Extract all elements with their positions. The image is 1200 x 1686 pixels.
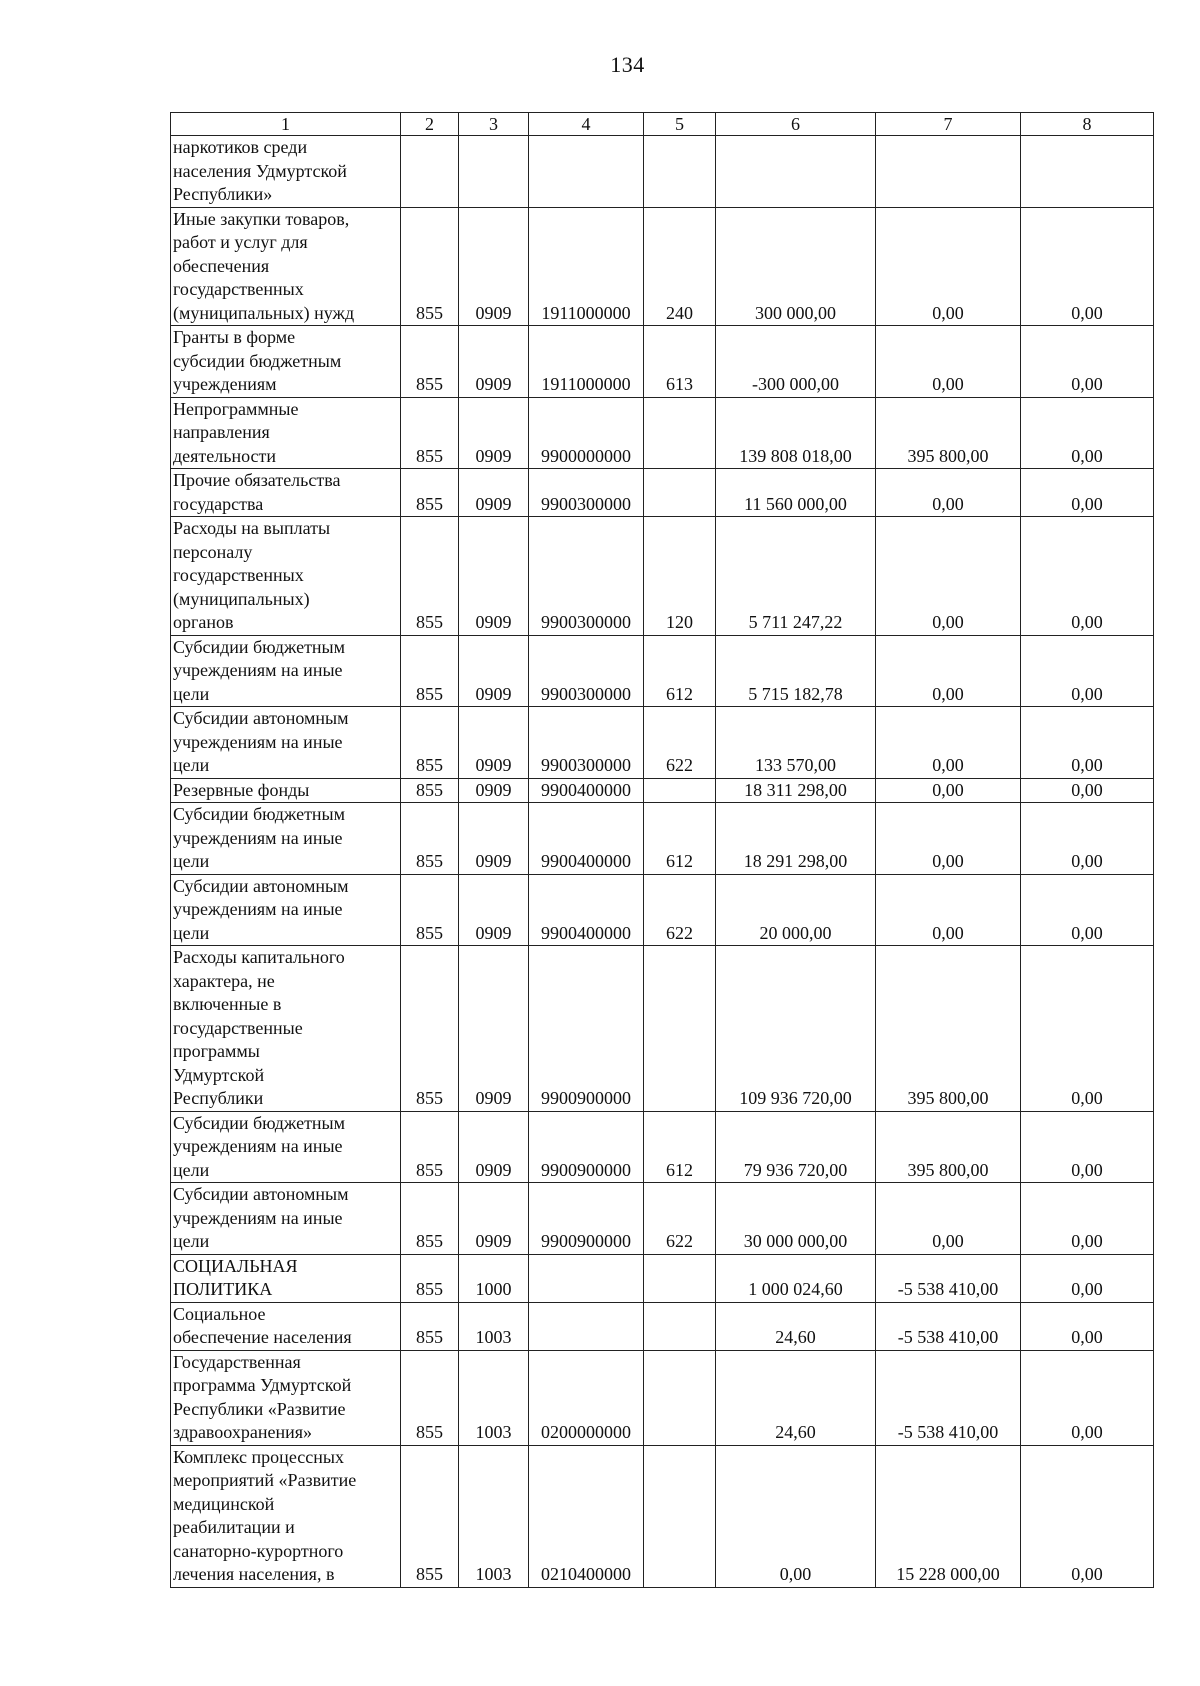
amount-col8-cell: 0,00	[1021, 1254, 1154, 1302]
amount-col8-cell: 0,00	[1021, 803, 1154, 875]
row-name-cell: Субсидии бюджетным учреждениям на иные цели	[171, 803, 401, 875]
expense-type-cell: 612	[644, 1111, 716, 1183]
section-code-cell: 0909	[459, 207, 529, 326]
amount-col6-cell: 1 000 024,60	[716, 1254, 876, 1302]
section-code-cell: 0909	[459, 1111, 529, 1183]
section-code-cell: 1003	[459, 1302, 529, 1350]
amount-col6-cell: 11 560 000,00	[716, 469, 876, 517]
target-article-cell: 9900000000	[529, 397, 644, 469]
amount-col6-cell: 20 000,00	[716, 874, 876, 946]
amount-col8-cell: 0,00	[1021, 207, 1154, 326]
amount-col7-cell: 0,00	[876, 803, 1021, 875]
amount-col8-cell: 0,00	[1021, 1445, 1154, 1587]
amount-col8-cell: 0,00	[1021, 635, 1154, 707]
expense-type-cell	[644, 1302, 716, 1350]
table-row	[171, 707, 1154, 779]
target-article-cell: 0210400000	[529, 1445, 644, 1587]
row-name-cell: Комплекс процессных мероприятий «Развитие медицинской реабилитации и санаторно-курортного лечения населения, в	[171, 1445, 401, 1587]
amount-col8-cell: 0,00	[1021, 707, 1154, 779]
amount-col7-cell: 395 800,00	[876, 946, 1021, 1112]
row-name-cell: Прочие обязательства государства	[171, 469, 401, 517]
section-code-cell: 0909	[459, 469, 529, 517]
ministry-code-cell	[401, 136, 459, 208]
amount-col8-cell: 0,00	[1021, 326, 1154, 398]
amount-col7-cell: 395 800,00	[876, 1111, 1021, 1183]
section-code-cell: 0909	[459, 1183, 529, 1255]
amount-col8-cell: 0,00	[1021, 1350, 1154, 1445]
expense-type-cell	[644, 946, 716, 1112]
target-article-cell: 0200000000	[529, 1350, 644, 1445]
table-row	[171, 207, 1154, 326]
table-row	[171, 778, 1154, 803]
row-name-cell: Резервные фонды	[171, 778, 401, 803]
amount-col7-cell: -5 538 410,00	[876, 1254, 1021, 1302]
amount-col7-cell: 15 228 000,00	[876, 1445, 1021, 1587]
ministry-code-cell: 855	[401, 1350, 459, 1445]
amount-col6-cell	[716, 136, 876, 208]
section-code-cell	[459, 136, 529, 208]
target-article-cell	[529, 136, 644, 208]
amount-col8-cell: 0,00	[1021, 1111, 1154, 1183]
ministry-code-cell: 855	[401, 874, 459, 946]
table-row	[171, 1302, 1154, 1350]
target-article-cell: 9900400000	[529, 803, 644, 875]
table-row	[171, 136, 1154, 208]
amount-col7-cell: 0,00	[876, 517, 1021, 636]
ministry-code-cell: 855	[401, 1302, 459, 1350]
row-name-cell: Субсидии автономным учреждениям на иные цели	[171, 874, 401, 946]
amount-col6-cell: 18 311 298,00	[716, 778, 876, 803]
ministry-code-cell: 855	[401, 326, 459, 398]
amount-col7-cell: 395 800,00	[876, 397, 1021, 469]
section-code-cell: 0909	[459, 803, 529, 875]
table-row	[171, 803, 1154, 875]
section-code-cell: 0909	[459, 326, 529, 398]
section-code-cell: 1000	[459, 1254, 529, 1302]
amount-col7-cell: 0,00	[876, 778, 1021, 803]
table-row	[171, 1111, 1154, 1183]
target-article-cell: 9900900000	[529, 1111, 644, 1183]
amount-col6-cell: 133 570,00	[716, 707, 876, 779]
target-article-cell: 9900900000	[529, 946, 644, 1112]
row-name-cell: Субсидии автономным учреждениям на иные цели	[171, 1183, 401, 1255]
expense-type-cell	[644, 1350, 716, 1445]
column-header: 4	[529, 113, 644, 136]
ministry-code-cell: 855	[401, 1183, 459, 1255]
ministry-code-cell: 855	[401, 517, 459, 636]
table-header-row	[171, 113, 1154, 136]
expense-type-cell: 622	[644, 707, 716, 779]
amount-col7-cell: 0,00	[876, 469, 1021, 517]
table-row	[171, 397, 1154, 469]
amount-col8-cell: 0,00	[1021, 778, 1154, 803]
target-article-cell	[529, 1302, 644, 1350]
table-row	[171, 517, 1154, 636]
amount-col7-cell: 0,00	[876, 874, 1021, 946]
column-header: 6	[716, 113, 876, 136]
amount-col6-cell: 300 000,00	[716, 207, 876, 326]
target-article-cell: 9900300000	[529, 469, 644, 517]
column-header: 1	[171, 113, 401, 136]
ministry-code-cell: 855	[401, 635, 459, 707]
table-row	[171, 326, 1154, 398]
amount-col8-cell: 0,00	[1021, 1302, 1154, 1350]
target-article-cell: 1911000000	[529, 326, 644, 398]
target-article-cell: 1911000000	[529, 207, 644, 326]
column-header: 8	[1021, 113, 1154, 136]
row-name-cell: Расходы на выплаты персоналу государственных (муниципальных) органов	[171, 517, 401, 636]
amount-col7-cell: 0,00	[876, 326, 1021, 398]
table-row	[171, 874, 1154, 946]
amount-col8-cell: 0,00	[1021, 517, 1154, 636]
amount-col8-cell: 0,00	[1021, 469, 1154, 517]
amount-col7-cell: 0,00	[876, 207, 1021, 326]
section-code-cell: 0909	[459, 874, 529, 946]
target-article-cell: 9900300000	[529, 517, 644, 636]
expense-type-cell: 240	[644, 207, 716, 326]
target-article-cell	[529, 1254, 644, 1302]
expense-type-cell: 612	[644, 803, 716, 875]
row-name-cell: Социальное обеспечение населения	[171, 1302, 401, 1350]
section-code-cell: 1003	[459, 1445, 529, 1587]
expense-type-cell	[644, 397, 716, 469]
amount-col6-cell: 5 715 182,78	[716, 635, 876, 707]
column-header: 7	[876, 113, 1021, 136]
section-code-cell: 0909	[459, 778, 529, 803]
amount-col6-cell: -300 000,00	[716, 326, 876, 398]
expense-type-cell	[644, 1254, 716, 1302]
section-code-cell: 0909	[459, 946, 529, 1112]
ministry-code-cell: 855	[401, 803, 459, 875]
row-name-cell: Субсидии бюджетным учреждениям на иные цели	[171, 635, 401, 707]
expense-type-cell: 622	[644, 1183, 716, 1255]
expense-type-cell: 613	[644, 326, 716, 398]
ministry-code-cell: 855	[401, 778, 459, 803]
amount-col8-cell: 0,00	[1021, 1183, 1154, 1255]
table-row	[171, 1183, 1154, 1255]
table-row	[171, 1254, 1154, 1302]
amount-col6-cell: 30 000 000,00	[716, 1183, 876, 1255]
target-article-cell: 9900900000	[529, 1183, 644, 1255]
column-header: 5	[644, 113, 716, 136]
ministry-code-cell: 855	[401, 1254, 459, 1302]
expense-type-cell	[644, 1445, 716, 1587]
amount-col8-cell: 0,00	[1021, 397, 1154, 469]
amount-col6-cell: 24,60	[716, 1350, 876, 1445]
row-name-cell: Иные закупки товаров, работ и услуг для обеспечения государственных (муниципальных) нужд	[171, 207, 401, 326]
target-article-cell: 9900400000	[529, 778, 644, 803]
expense-type-cell	[644, 469, 716, 517]
row-name-cell: наркотиков среди населения Удмуртской Республики»	[171, 136, 401, 208]
budget-table	[170, 112, 1154, 1588]
target-article-cell: 9900300000	[529, 635, 644, 707]
expense-type-cell	[644, 778, 716, 803]
ministry-code-cell: 855	[401, 1111, 459, 1183]
ministry-code-cell: 855	[401, 397, 459, 469]
amount-col6-cell: 18 291 298,00	[716, 803, 876, 875]
row-name-cell: Гранты в форме субсидии бюджетным учреждениям	[171, 326, 401, 398]
page-number: 134	[610, 52, 645, 77]
table-row	[171, 946, 1154, 1112]
amount-col8-cell: 0,00	[1021, 874, 1154, 946]
row-name-cell: Расходы капитального характера, не включенные в государственные программы Удмуртской Республики	[171, 946, 401, 1112]
table-row	[171, 1350, 1154, 1445]
row-name-cell: Субсидии автономным учреждениям на иные цели	[171, 707, 401, 779]
amount-col7-cell	[876, 136, 1021, 208]
ministry-code-cell: 855	[401, 469, 459, 517]
row-name-cell: Субсидии бюджетным учреждениям на иные цели	[171, 1111, 401, 1183]
amount-col6-cell: 24,60	[716, 1302, 876, 1350]
expense-type-cell: 120	[644, 517, 716, 636]
amount-col8-cell	[1021, 136, 1154, 208]
row-name-cell: СОЦИАЛЬНАЯ ПОЛИТИКА	[171, 1254, 401, 1302]
table-row	[171, 469, 1154, 517]
target-article-cell: 9900300000	[529, 707, 644, 779]
amount-col7-cell: -5 538 410,00	[876, 1302, 1021, 1350]
amount-col6-cell: 139 808 018,00	[716, 397, 876, 469]
amount-col8-cell: 0,00	[1021, 946, 1154, 1112]
ministry-code-cell: 855	[401, 946, 459, 1112]
ministry-code-cell: 855	[401, 1445, 459, 1587]
amount-col6-cell: 79 936 720,00	[716, 1111, 876, 1183]
amount-col6-cell: 0,00	[716, 1445, 876, 1587]
expense-type-cell: 612	[644, 635, 716, 707]
expense-type-cell	[644, 136, 716, 208]
amount-col7-cell: 0,00	[876, 635, 1021, 707]
amount-col7-cell: -5 538 410,00	[876, 1350, 1021, 1445]
section-code-cell: 1003	[459, 1350, 529, 1445]
column-header: 3	[459, 113, 529, 136]
table-row	[171, 635, 1154, 707]
target-article-cell: 9900400000	[529, 874, 644, 946]
section-code-cell: 0909	[459, 707, 529, 779]
section-code-cell: 0909	[459, 635, 529, 707]
expense-type-cell: 622	[644, 874, 716, 946]
row-name-cell: Государственная программа Удмуртской Республики «Развитие здравоохранения»	[171, 1350, 401, 1445]
column-header: 2	[401, 113, 459, 136]
row-name-cell: Непрограммные направления деятельности	[171, 397, 401, 469]
amount-col7-cell: 0,00	[876, 707, 1021, 779]
section-code-cell: 0909	[459, 397, 529, 469]
section-code-cell: 0909	[459, 517, 529, 636]
amount-col7-cell: 0,00	[876, 1183, 1021, 1255]
table-row	[171, 1445, 1154, 1587]
ministry-code-cell: 855	[401, 207, 459, 326]
ministry-code-cell: 855	[401, 707, 459, 779]
amount-col6-cell: 109 936 720,00	[716, 946, 876, 1112]
amount-col6-cell: 5 711 247,22	[716, 517, 876, 636]
